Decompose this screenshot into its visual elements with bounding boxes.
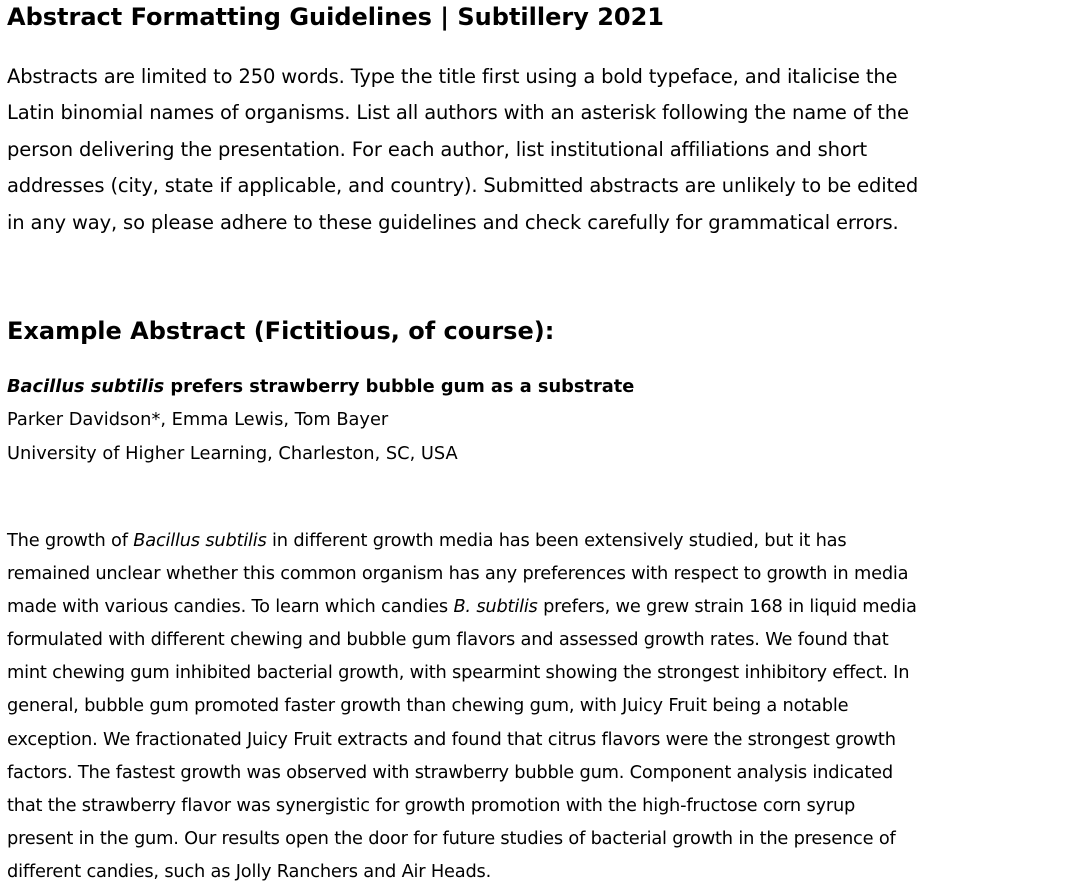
guidelines-line: Latin binomial names of organisms. List all authors with an asterisk following the name of the <box>7 101 909 125</box>
guidelines-line: addresses (city, state if applicable, and country). Submitted abstracts are unlikely to be edited <box>7 174 919 198</box>
guidelines-line: Abstracts are limited to 250 words. Type the title first using a bold typeface, and italicise the <box>7 65 898 88</box>
example-abstract-title <box>7 375 634 399</box>
abstract-body <box>7 524 1071 888</box>
body-line: present in the gum. Our results open the door for future studies of bacterial growth in the presence of <box>7 827 896 849</box>
body-text-segment: made with various candies. To learn which candies <box>7 596 454 618</box>
body-line: general, bubble gum promoted faster growth than chewing gum, with Juicy Fruit being a notable <box>7 695 849 717</box>
organism-name: Bacillus subtilis <box>133 530 267 551</box>
body-line: that the strawberry flavor was synergistic for growth promotion with the high-fructose corn syrup <box>7 794 856 816</box>
body-line: different candies, such as Jolly Ranchers and Air Heads. <box>7 860 492 882</box>
guidelines-line: person delivering the presentation. For each author, list institutional affiliations and short <box>7 137 867 161</box>
body-line: exception. We fractionated Juicy Fruit extracts and found that citrus flavors were the strongest growth <box>7 728 896 750</box>
example-heading: Example Abstract (Fictitious, of course): <box>7 317 555 345</box>
body-text-segment: prefers, we grew strain 168 in liquid media <box>537 596 917 618</box>
organism-name: B. subtilis <box>453 596 538 618</box>
body-text-segment: in different growth media has been extensively studied, but it has <box>266 530 847 551</box>
body-text-segment: The growth of <box>7 530 134 551</box>
body-line <box>7 590 1071 623</box>
guidelines-paragraph <box>7 59 1069 241</box>
body-line: formulated with different chewing and bubble gum flavors and assessed growth rates. We found that <box>7 629 889 651</box>
body-line: mint chewing gum inhibited bacterial growth, with spearmint showing the strongest inhibitory effect. In <box>7 662 910 684</box>
example-affiliation: University of Higher Learning, Charleston, SC, USA <box>7 443 458 464</box>
title-text: prefers strawberry bubble gum as a substrate <box>164 376 635 397</box>
body-line <box>7 524 1071 557</box>
page-title: Abstract Formatting Guidelines | Subtillery 2021 <box>7 3 664 31</box>
body-line: remained unclear whether this common organism has any preferences with respect to growth in media <box>7 563 909 585</box>
guidelines-line: in any way, so please adhere to these guidelines and check carefully for grammatical errors. <box>7 210 899 234</box>
organism-name: Bacillus subtilis <box>7 376 165 397</box>
example-authors: Parker Davidson*, Emma Lewis, Tom Bayer <box>7 409 389 430</box>
body-line: factors. The fastest growth was observed with strawberry bubble gum. Component analysis indicated <box>7 761 893 783</box>
